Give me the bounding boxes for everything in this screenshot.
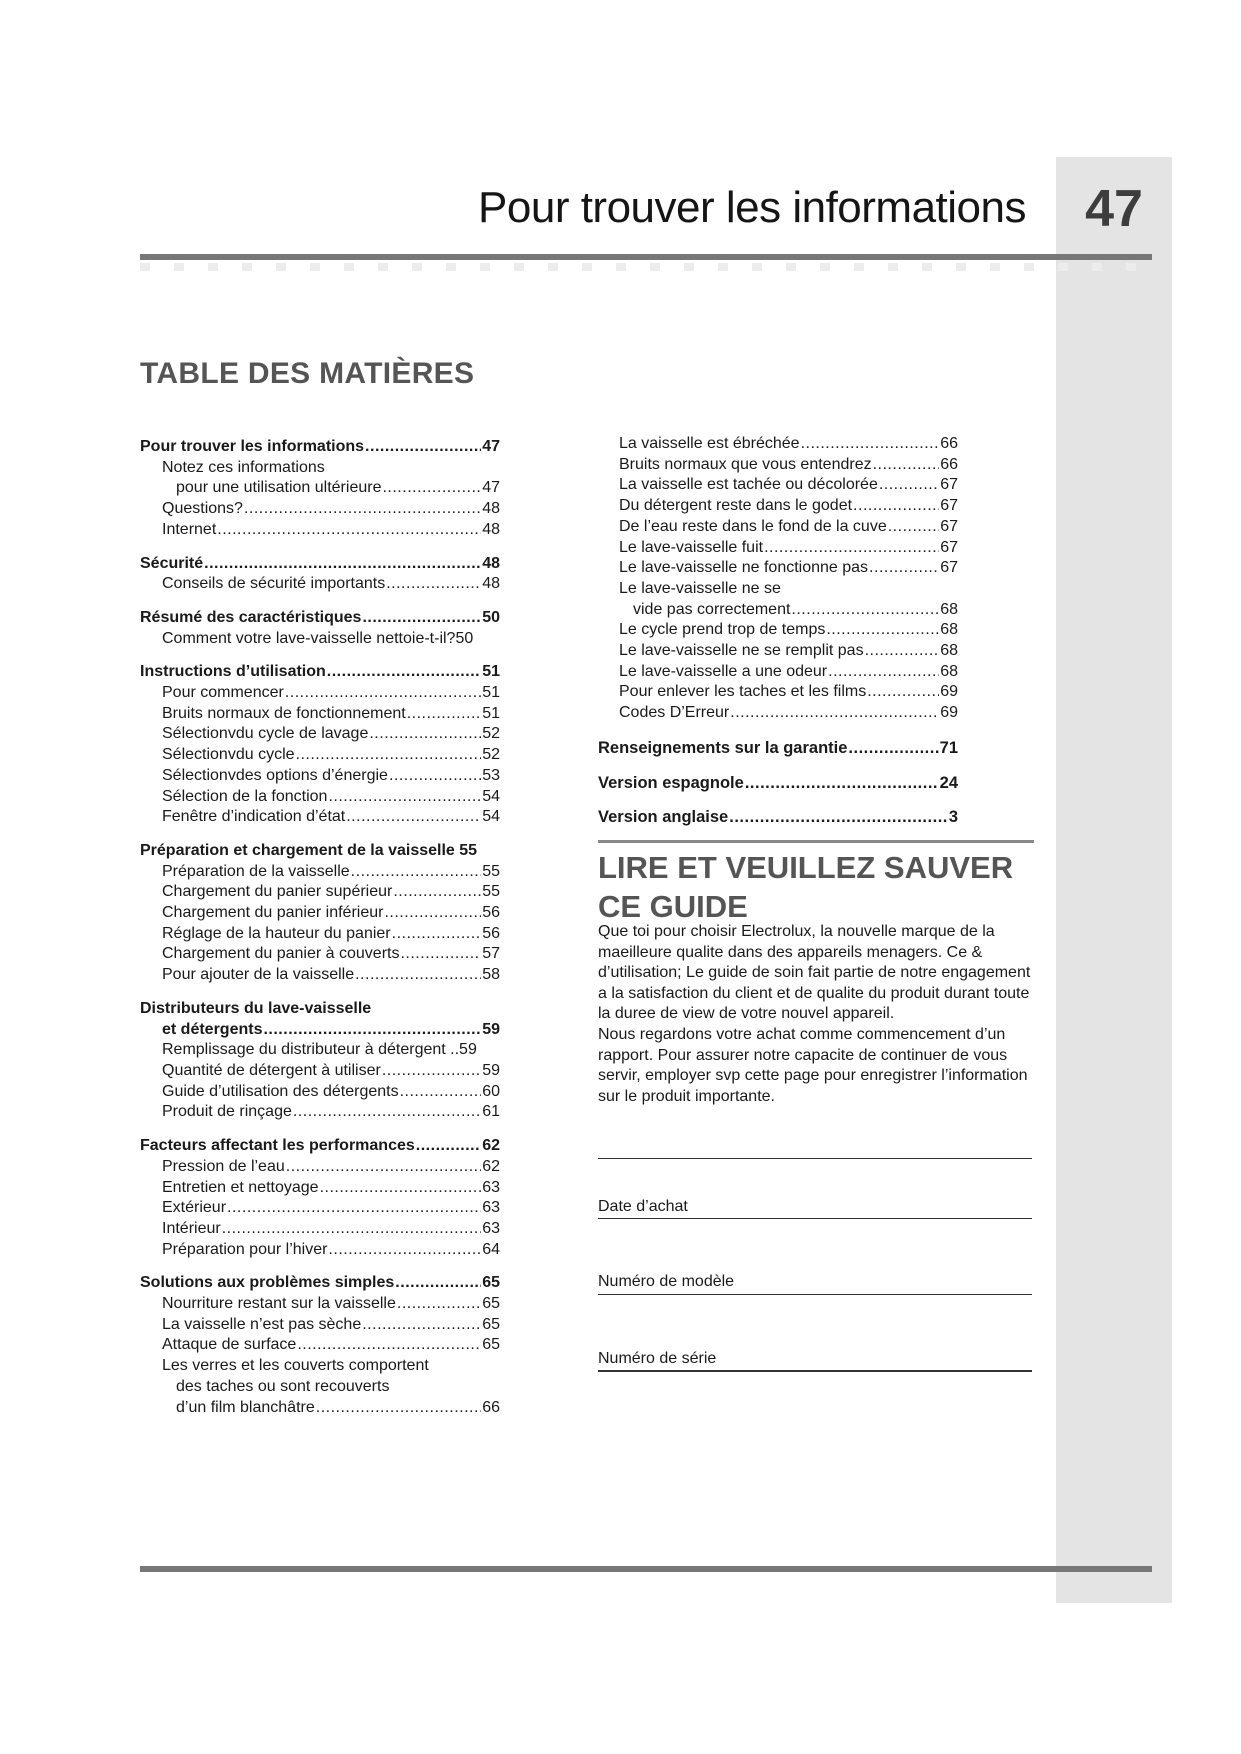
- toc-leader-dots: [729, 807, 948, 828]
- toc-entry-page: 65: [482, 1295, 500, 1313]
- toc-entry-title: Version espagnole: [598, 773, 744, 792]
- toc-entry-page: 64: [482, 1240, 500, 1258]
- toc-entry: [140, 745, 500, 766]
- toc-entry-title: Renseignements sur la garantie: [598, 738, 848, 757]
- toc-entry-title: Du détergent reste dans le godet: [619, 497, 853, 515]
- toc-entry-page: 52: [482, 725, 500, 743]
- toc-entry-page: 66: [940, 435, 958, 452]
- toc-leader-dots: [362, 608, 481, 629]
- toc-entry: [598, 620, 958, 641]
- serial-number-line: [598, 1370, 1032, 1372]
- header-rule-pattern: [140, 263, 1152, 271]
- toc-entry-page: 54: [482, 808, 500, 826]
- toc-entry: [140, 999, 500, 1020]
- toc-entry-page: 48: [482, 554, 500, 572]
- toc-entry-page: 62: [482, 1137, 500, 1155]
- toc-entry: [140, 1240, 500, 1261]
- toc-entry-page: 59: [482, 1020, 500, 1038]
- toc-entry: [140, 629, 500, 650]
- toc-entry: [140, 554, 500, 575]
- toc-entry-page: 65: [482, 1336, 500, 1354]
- toc-entry: [140, 1219, 500, 1240]
- toc-entry-page: 67: [940, 559, 958, 577]
- toc-leader-dots: [386, 574, 481, 595]
- save-guide-text: [598, 922, 1038, 1107]
- toc-right-column: [598, 434, 958, 828]
- toc-entry-title: Préparation pour l’hiver: [162, 1240, 328, 1258]
- purchase-date-label: Date d’achat: [598, 1198, 688, 1215]
- toc-entry-title: Solutions aux problèmes simples: [140, 1274, 395, 1292]
- toc-leader-dots: [400, 1082, 482, 1103]
- toc-leader-dots: [400, 944, 481, 965]
- toc-entry-page: 61: [482, 1103, 500, 1121]
- toc-entry-title: Le lave-vaisselle ne se remplit pas: [619, 642, 864, 660]
- toc-leader-dots: [328, 1240, 481, 1261]
- toc-entry-title: vide pas correctement: [633, 600, 791, 618]
- toc-leader-dots: [730, 703, 939, 724]
- toc-entry: [140, 574, 500, 595]
- toc-entry: [140, 1040, 500, 1061]
- toc-entry-title: Pour commencer: [162, 684, 284, 702]
- toc-entry: [598, 496, 958, 517]
- footer-rule: [140, 1566, 1152, 1572]
- toc-leader-dots: [227, 1198, 481, 1219]
- toc-entry-title: Sécurité: [140, 554, 204, 572]
- toc-leader-dots: [365, 437, 481, 458]
- toc-leader-dots: [865, 641, 940, 662]
- toc-left-column: [140, 437, 500, 1418]
- toc-entry-page: 47: [482, 438, 500, 455]
- toc-entry-page: 67: [940, 538, 958, 556]
- toc-entry: [140, 787, 500, 808]
- toc-entry: [140, 1020, 500, 1041]
- serial-number-label: Numéro de série: [598, 1350, 717, 1367]
- toc-entry-title: d’un film blanchâtre: [176, 1398, 315, 1416]
- toc-entry-page: 58: [482, 966, 500, 984]
- toc-entry: [140, 1294, 500, 1315]
- toc-entry-title: Fenêtre d’indication d’état: [162, 808, 346, 826]
- header-rule: [140, 254, 1152, 260]
- toc-leader-dots: [848, 738, 938, 759]
- toc-leader-dots: [879, 475, 939, 496]
- toc-leader-dots: [828, 662, 939, 683]
- toc-entry-title: Quantité de détergent à utiliser: [162, 1061, 381, 1079]
- toc-entry-title: Chargement du panier supérieur: [162, 883, 393, 901]
- toc-entry-title: Attaque de surface: [162, 1336, 297, 1354]
- toc-entry-page: 67: [940, 517, 958, 535]
- toc-entry-title: Le lave-vaisselle a une odeur: [619, 662, 828, 680]
- toc-entry-page: 52: [482, 746, 500, 764]
- toc-entry-page: 63: [482, 1219, 500, 1237]
- toc-entry-title: Préparation de la vaisselle: [162, 862, 350, 880]
- toc-entry-title: Le lave-vaisselle ne se: [619, 579, 781, 597]
- toc-leader-dots: [888, 517, 939, 538]
- toc-leader-dots: [873, 455, 940, 476]
- toc-entry: [140, 608, 500, 629]
- toc-entry: [598, 773, 958, 794]
- toc-entry: [140, 1315, 500, 1336]
- toc-entry: [140, 458, 500, 479]
- toc-leader-dots: [869, 558, 939, 579]
- toc-entry-page: 68: [940, 642, 958, 660]
- toc-entry-page: 67: [940, 497, 958, 515]
- toc-entry: [140, 478, 500, 499]
- toc-entry-page: 51: [482, 684, 500, 702]
- toc-leader-dots: [745, 773, 939, 794]
- toc-entry-page: 55: [482, 862, 500, 880]
- toc-entry: [598, 682, 958, 703]
- toc-entry: [140, 924, 500, 945]
- toc-leader-dots: [392, 924, 482, 945]
- toc-entry-page: 55: [482, 883, 500, 901]
- toc-entry-page: 50: [482, 608, 500, 626]
- toc-entry-title: Pour enlever les taches et les films: [619, 683, 867, 701]
- toc-entry: [598, 455, 958, 476]
- toc-leader-dots: [382, 478, 481, 499]
- toc-leader-dots: [395, 1273, 481, 1294]
- toc-entry-title: Réglage de la hauteur du panier: [162, 924, 391, 942]
- toc-leader-dots: [320, 1178, 482, 1199]
- toc-leader-dots: [867, 682, 939, 703]
- toc-entry: [140, 1178, 500, 1199]
- toc-leader-dots: [393, 882, 481, 903]
- toc-entry-title: Sélection de la fonction: [162, 787, 328, 805]
- toc-entry-title: Instructions d’utilisation: [140, 663, 326, 681]
- toc-entry-title: Sélectionvdu cycle de lavage: [162, 725, 369, 743]
- toc-entry-page: 60: [482, 1082, 500, 1100]
- toc-entry-title: Questions?: [162, 500, 243, 518]
- toc-entry: [598, 434, 958, 455]
- save-guide-paragraph-2: Nous regardons votre achat comme commencement d’un rapport. Pour assurer notre capacite de continuer de vous servir, employer svp cette page pour enregistrer l’information sur le produit importante.: [598, 1025, 1028, 1105]
- toc-entry-title: des taches ou sont recouverts: [176, 1377, 390, 1395]
- toc-entry-page: 48: [482, 500, 500, 518]
- toc-leader-dots: [764, 538, 939, 559]
- toc-entry: [140, 965, 500, 986]
- toc-entry-title: La vaisselle est tachée ou décolorée: [619, 476, 878, 494]
- toc-entry-title: Pression de l’eau: [162, 1157, 285, 1175]
- toc-leader-dots: [384, 903, 481, 924]
- toc-entry-title: Pour ajouter de la vaisselle: [162, 966, 355, 984]
- toc-entry: [140, 1273, 500, 1294]
- toc-entry: [140, 944, 500, 965]
- toc-entry-title: Le lave-vaisselle ne fonctionne pas: [619, 559, 869, 577]
- toc-entry: [140, 662, 500, 683]
- toc-leader-dots: [351, 862, 482, 883]
- toc-entry-title: Le lave-vaisselle fuit: [619, 538, 764, 556]
- toc-entry-title: Conseils de sécurité importants: [162, 575, 386, 593]
- toc-leader-dots: [801, 434, 940, 455]
- toc-leader-dots: [293, 1102, 481, 1123]
- toc-entry-page: 3: [948, 808, 958, 827]
- toc-entry: [598, 738, 958, 759]
- toc-entry-title: Les verres et les couverts comportent: [162, 1357, 429, 1375]
- toc-entry-title: Pour trouver les informations: [140, 438, 365, 455]
- toc-entry: [598, 475, 958, 496]
- toc-entry-page: 66: [482, 1398, 500, 1416]
- model-number-label: Numéro de modèle: [598, 1273, 735, 1290]
- toc-entry-page: 59: [482, 1061, 500, 1079]
- save-guide-rule: [598, 840, 1034, 843]
- toc-entry-page: 68: [940, 600, 958, 618]
- toc-entry-title: Le cycle prend trop de temps: [619, 621, 826, 639]
- toc-entry-page: 24: [939, 773, 958, 792]
- toc-entry-title: Version anglaise: [598, 808, 729, 827]
- toc-leader-dots: [382, 1061, 481, 1082]
- toc-entry-page: 62: [482, 1157, 500, 1175]
- toc-entry-title: De l’eau reste dans le fond de la cuve: [619, 517, 887, 535]
- toc-entry-title: Internet: [162, 520, 217, 538]
- save-guide-title: LIRE ET VEUILLEZ SAUVER CE GUIDE: [598, 850, 1014, 924]
- toc-entry: [140, 841, 500, 862]
- toc-leader-dots: [263, 1020, 481, 1041]
- toc-entry: [140, 1061, 500, 1082]
- record-line-blank: [598, 1158, 1032, 1159]
- toc-entry-title: Comment votre lave-vaisselle nettoie-t-il?50: [162, 629, 474, 647]
- toc-entry-page: 51: [482, 704, 500, 722]
- toc-entry: [598, 600, 958, 621]
- toc-entry-title: Nourriture restant sur la vaisselle: [162, 1295, 396, 1313]
- toc-leader-dots: [285, 683, 481, 704]
- toc-entry-title: Chargement du panier à couverts: [162, 945, 400, 963]
- toc-entry: [140, 807, 500, 828]
- toc-entry-title: Préparation et chargement de la vaisselle 55: [140, 841, 478, 859]
- toc-entry: [140, 1082, 500, 1103]
- toc-leader-dots: [328, 787, 481, 808]
- toc-leader-dots: [286, 1157, 481, 1178]
- toc-leader-dots: [355, 965, 481, 986]
- toc-leader-dots: [297, 1335, 481, 1356]
- toc-leader-dots: [791, 600, 939, 621]
- model-number-line: [598, 1294, 1032, 1295]
- toc-leader-dots: [389, 766, 481, 787]
- toc-entry: [140, 683, 500, 704]
- toc-entry-page: 56: [482, 924, 500, 942]
- toc-entry-title: Entretien et nettoyage: [162, 1178, 319, 1196]
- toc-entry: [140, 704, 500, 725]
- toc-entry-title: Facteurs affectant les performances: [140, 1137, 415, 1155]
- toc-entry-page: 68: [940, 621, 958, 639]
- purchase-date-line: [598, 1218, 1032, 1219]
- toc-entry: [598, 517, 958, 538]
- toc-leader-dots: [407, 704, 482, 725]
- toc-entry: [140, 862, 500, 883]
- toc-entry-page: 63: [482, 1199, 500, 1217]
- toc-entry: [598, 662, 958, 683]
- toc-entry-page: 63: [482, 1178, 500, 1196]
- toc-leader-dots: [217, 520, 481, 541]
- toc-entry-title: Notez ces informations: [162, 458, 325, 476]
- toc-leader-dots: [204, 554, 481, 575]
- toc-entry: [140, 766, 500, 787]
- toc-leader-dots: [296, 745, 482, 766]
- toc-entry: [140, 724, 500, 745]
- toc-entry-title: Résumé des caractéristiques: [140, 608, 362, 626]
- toc-entry-title: Distributeurs du lave-vaisselle: [140, 999, 372, 1017]
- toc-entry: [140, 1398, 500, 1419]
- toc-leader-dots: [316, 1398, 481, 1419]
- page-title: Pour trouver les informations: [478, 183, 1026, 232]
- save-guide-paragraph-1: Que toi pour choisir Electrolux, la nouvelle marque de la maeilleure qualite dans des appareils menagers. Ce & d’utilisation; Le guide de soin fait partie de notre engagement a la satisfaction du client et de qualite du produit durant toute la duree de view de votre nouvel appareil.: [598, 923, 1031, 1023]
- toc-entry: [140, 1335, 500, 1356]
- toc-leader-dots: [362, 1315, 481, 1336]
- toc-leader-dots: [826, 620, 939, 641]
- toc-entry-title: et détergents: [162, 1020, 263, 1038]
- toc-entry-page: 54: [482, 787, 500, 805]
- toc-leader-dots: [853, 496, 939, 517]
- toc-entry-page: 48: [482, 520, 500, 538]
- toc-entry-title: Produit de rinçage: [162, 1103, 292, 1121]
- toc-entry-title: Codes D’Erreur: [619, 704, 730, 722]
- toc-entry: [140, 1377, 500, 1398]
- toc-entry: [140, 499, 500, 520]
- toc-entry: [598, 703, 958, 724]
- toc-entry: [140, 1102, 500, 1123]
- toc-entry: [140, 903, 500, 924]
- toc-leader-dots: [244, 499, 481, 520]
- toc-entry: [598, 641, 958, 662]
- toc-entry-page: 68: [940, 662, 958, 680]
- toc-entry: [140, 1198, 500, 1219]
- toc-entry-title: Guide d’utilisation des détergents: [162, 1082, 399, 1100]
- page-tab-sidebar: [1056, 157, 1172, 1603]
- toc-entry: [598, 558, 958, 579]
- toc-entry-title: Sélectionvdes options d’énergie: [162, 766, 388, 784]
- toc-entry-page: 48: [482, 575, 500, 593]
- toc-entry-page: 67: [940, 476, 958, 494]
- toc-entry-title: Extérieur: [162, 1199, 227, 1217]
- toc-entry: [140, 1157, 500, 1178]
- toc-heading: TABLE DES MATIÈRES: [140, 357, 475, 390]
- toc-entry-title: Bruits normaux de fonctionnement: [162, 704, 406, 722]
- toc-entry-page: 47: [482, 479, 500, 497]
- toc-entry-page: 69: [940, 683, 958, 701]
- toc-entry-title: Bruits normaux que vous entendrez: [619, 455, 872, 473]
- toc-entry: [140, 882, 500, 903]
- page-number: 47: [1085, 180, 1143, 238]
- toc-entry: [140, 520, 500, 541]
- toc-leader-dots: [397, 1294, 481, 1315]
- toc-entry: [598, 538, 958, 559]
- toc-entry-page: 57: [482, 945, 500, 963]
- toc-entry-title: Chargement du panier inférieur: [162, 904, 384, 922]
- toc-leader-dots: [416, 1136, 481, 1157]
- toc-entry-title: Intérieur: [162, 1219, 221, 1237]
- toc-leader-dots: [346, 807, 481, 828]
- toc-entry-title: La vaisselle n’est pas sèche: [162, 1315, 362, 1333]
- toc-entry-page: 51: [482, 663, 500, 681]
- toc-entry: [140, 437, 500, 458]
- toc-entry-title: Sélectionvdu cycle: [162, 746, 295, 764]
- toc-leader-dots: [369, 724, 481, 745]
- toc-leader-dots: [327, 662, 481, 683]
- toc-entry-title: La vaisselle est ébréchée: [619, 435, 800, 452]
- toc-entry-title: Remplissage du distributeur à détergent ..59: [162, 1041, 477, 1059]
- toc-entry: [598, 579, 958, 600]
- toc-entry-page: 65: [482, 1315, 500, 1333]
- toc-entry-page: 69: [940, 704, 958, 722]
- toc-entry: [140, 1136, 500, 1157]
- toc-entry-page: 56: [482, 904, 500, 922]
- toc-leader-dots: [222, 1219, 482, 1240]
- toc-entry-title: pour une utilisation ultérieure: [176, 479, 382, 497]
- toc-entry: [140, 1356, 500, 1377]
- toc-entry-page: 65: [482, 1274, 500, 1292]
- toc-entry-page: 53: [482, 766, 500, 784]
- toc-entry: [598, 807, 958, 828]
- toc-entry-page: 71: [939, 738, 958, 757]
- toc-entry-page: 66: [940, 455, 958, 473]
